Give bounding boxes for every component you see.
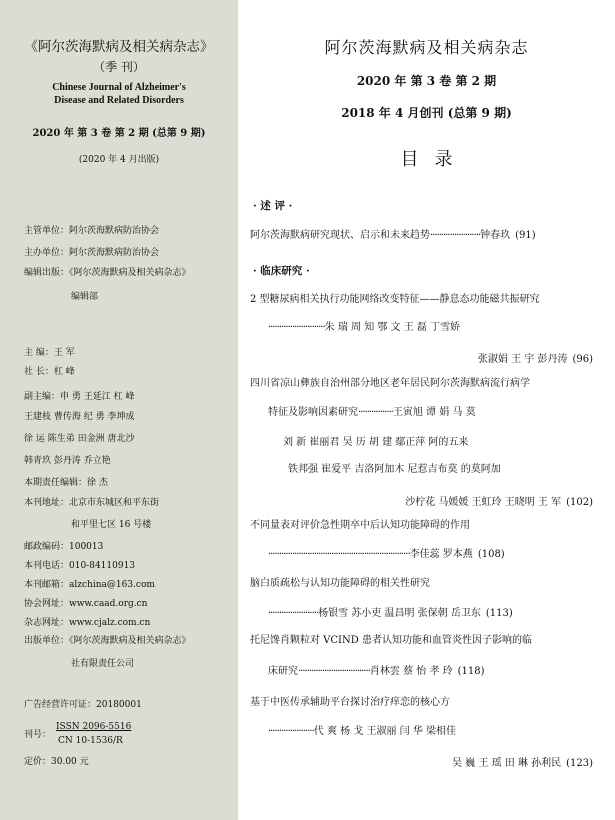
info-journal-site: 杂志网址：www.cjalz.com.cn [24, 618, 151, 628]
leader-dots: ················ [358, 407, 393, 418]
article-7-authors-line2 [452, 754, 593, 769]
info-publisher-cont-wrap [24, 659, 134, 670]
main-journal-title: 阿尔茨海默病及相关病杂志 [324, 38, 529, 57]
journal-title-cn: 《阿尔茨海默病及相关病杂志》 [24, 39, 214, 55]
article-authors: 李佳蕊 罗本燕 [409, 549, 473, 560]
article-3-title-line2 [268, 407, 476, 419]
publication-frequency: （季 刊） [93, 60, 145, 74]
info-publisher: 出版单位：《阿尔茨海默病及相关病杂志》 [24, 636, 191, 646]
info-supervisor: 主管单位：阿尔茨海默病防治协会 [24, 226, 160, 236]
article-3-title-line1[interactable]: 四川省凉山彝族自治州部分地区老年居民阿尔茨海默病流行病学 [250, 378, 530, 389]
info-assoc-site: 协会网址：www.caad.org.cn [24, 599, 148, 609]
article-4-byline [268, 549, 505, 561]
info-address-cont: 和平里七区 16 号楼 [71, 520, 152, 530]
info-address: 本刊地址：北京市东城区和平东街 [24, 498, 160, 508]
leader-dots: ····················· [268, 726, 314, 737]
article-page: (113) [485, 608, 513, 619]
article-page: (118) [457, 666, 485, 677]
info-editor-cont: 编辑部 [71, 292, 99, 302]
article-title[interactable]: 阿尔茨海默病研究现状、启示和未来趋势 [250, 230, 430, 241]
article-2-byline [268, 322, 460, 334]
masthead-sidebar [0, 0, 238, 820]
leader-dots: ·························· [268, 322, 325, 333]
info-issn: ISSN 2096-5516 [56, 722, 132, 732]
article-authors: 王寅旭 谭 娟 马 莫 [392, 407, 476, 418]
info-sponsor: 主办单位：阿尔茨海默病防治协会 [24, 248, 160, 258]
info-chief-editor: 主 编：王 军 [24, 348, 75, 358]
article-7-byline [268, 726, 456, 738]
article-authors: 杨银雪 苏小吏 温昌明 张保朝 岳卫东 [318, 608, 481, 619]
main-issue: 2020 年 第 3 卷 第 2 期 [356, 74, 497, 88]
article-authors: 朱 瑞 周 知 鄂 文 王 磊 丁雪娇 [324, 322, 461, 333]
info-exec-editor: 本期责任编辑：徐 杰 [24, 478, 108, 488]
info-ad-license: 广告经营许可证：20180001 [24, 700, 142, 710]
article-3-authors-line3: 铁邦强 崔爱平 吉洛阿加木 尼惹吉布莫 的莫阿加 [288, 464, 501, 475]
article-5-title[interactable]: 脑白质疏松与认知功能障碍的相关性研究 [250, 578, 430, 589]
info-deputy-3: 徐 运 陈生弟 田金洲 唐北沙 [24, 434, 135, 444]
info-publisher-cont: 社有限责任公司 [71, 659, 135, 669]
info-postcode: 邮政编码：100013 [24, 542, 104, 552]
article-4-title[interactable]: 不同量表对评价急性期卒中后认知功能障碍的作用 [250, 520, 470, 531]
article-page: (91) [515, 230, 536, 241]
toc-heading: 目录 [400, 149, 469, 170]
info-cn: CN 10-1536/R [58, 736, 123, 746]
leader-dots: ································· [298, 666, 370, 677]
leader-dots: ································································· [268, 549, 410, 560]
article-authors: 代 爽 杨 戈 王淑丽 闫 华 梁相佳 [313, 726, 457, 737]
article-title[interactable]: 床研究 [268, 666, 298, 677]
article-1[interactable] [250, 230, 536, 242]
article-7-title[interactable]: 基于中医传承辅助平台探讨治疗痒恋的核心方 [250, 697, 450, 708]
info-deputy-4: 韩青玖 彭丹涛 乔立艳 [24, 456, 111, 466]
leader-dots: ······················· [430, 230, 481, 241]
table-of-contents-page [238, 0, 615, 820]
journal-title-en-line1: Chinese Journal of Alzheimer's [52, 82, 186, 93]
sidebar-issue: 2020 年 第 3 卷 第 2 期 (总第 9 期) [32, 128, 206, 139]
leader-dots: ······················· [268, 608, 319, 619]
article-title[interactable]: 特征及影响因素研究 [268, 407, 358, 418]
article-page: (102) [566, 497, 593, 508]
article-authors: 肖林雲 蔡 怡 孝 玲 [369, 666, 453, 677]
article-2-authors-line2 [478, 350, 593, 365]
info-editor: 编辑出版：《阿尔茨海默病及相关病杂志》 [24, 268, 191, 278]
article-authors: 吴 巍 王 瑶 田 琳 孙利民 [452, 758, 562, 769]
article-authors: 张淑娟 王 宇 彭丹涛 [477, 354, 568, 365]
article-page: (96) [572, 354, 593, 365]
journal-title-en-line2: Disease and Related Disorders [54, 95, 184, 106]
info-director: 社 长：杠 峰 [24, 367, 75, 377]
article-authors: 沙柠花 马媛媛 王虹玲 王晓明 王 军 [405, 497, 562, 508]
article-5-byline [268, 608, 513, 620]
info-address-cont-wrap [24, 520, 151, 531]
main-founded: 2018 年 4 月创刊 (总第 9 期) [341, 106, 512, 120]
section-review: · 述 评 · [253, 200, 293, 212]
info-deputy-1: 副主编：申 勇 王延江 杠 峰 [24, 392, 135, 402]
article-page: (123) [566, 758, 593, 769]
info-editor-cont-wrap [24, 292, 98, 303]
info-price: 定价：30.00 元 [24, 757, 89, 767]
section-clinical: · 临床研究 · [253, 265, 310, 277]
article-2-title[interactable]: 2 型糖尿病相关执行功能网络改变特征——静息态功能磁共振研究 [250, 294, 540, 305]
info-deputy-2: 王建枝 曹传海 纪 勇 李坤成 [24, 412, 135, 422]
article-page: (108) [477, 549, 505, 560]
article-6-title-line1[interactable]: 托尼馋肖颗粒对 VCIND 患者认知功能和血管炎性因子影响的临 [250, 635, 532, 646]
info-phone: 本刊电话：010-84110913 [24, 561, 136, 571]
info-email: 本刊邮箱：alzchina@163.com [24, 580, 155, 590]
article-authors: 钟春玖 [480, 230, 511, 241]
article-6-title-line2 [268, 666, 485, 678]
article-3-authors-line2: 刘 新 崔丽君 吴 历 胡 建 鄢正萍 阿的五来 [283, 437, 469, 448]
sidebar-pub-date: (2020 年 4 月出版) [78, 155, 160, 165]
info-issn-label: 刊号： [24, 730, 52, 740]
article-3-authors-line4 [405, 493, 593, 508]
